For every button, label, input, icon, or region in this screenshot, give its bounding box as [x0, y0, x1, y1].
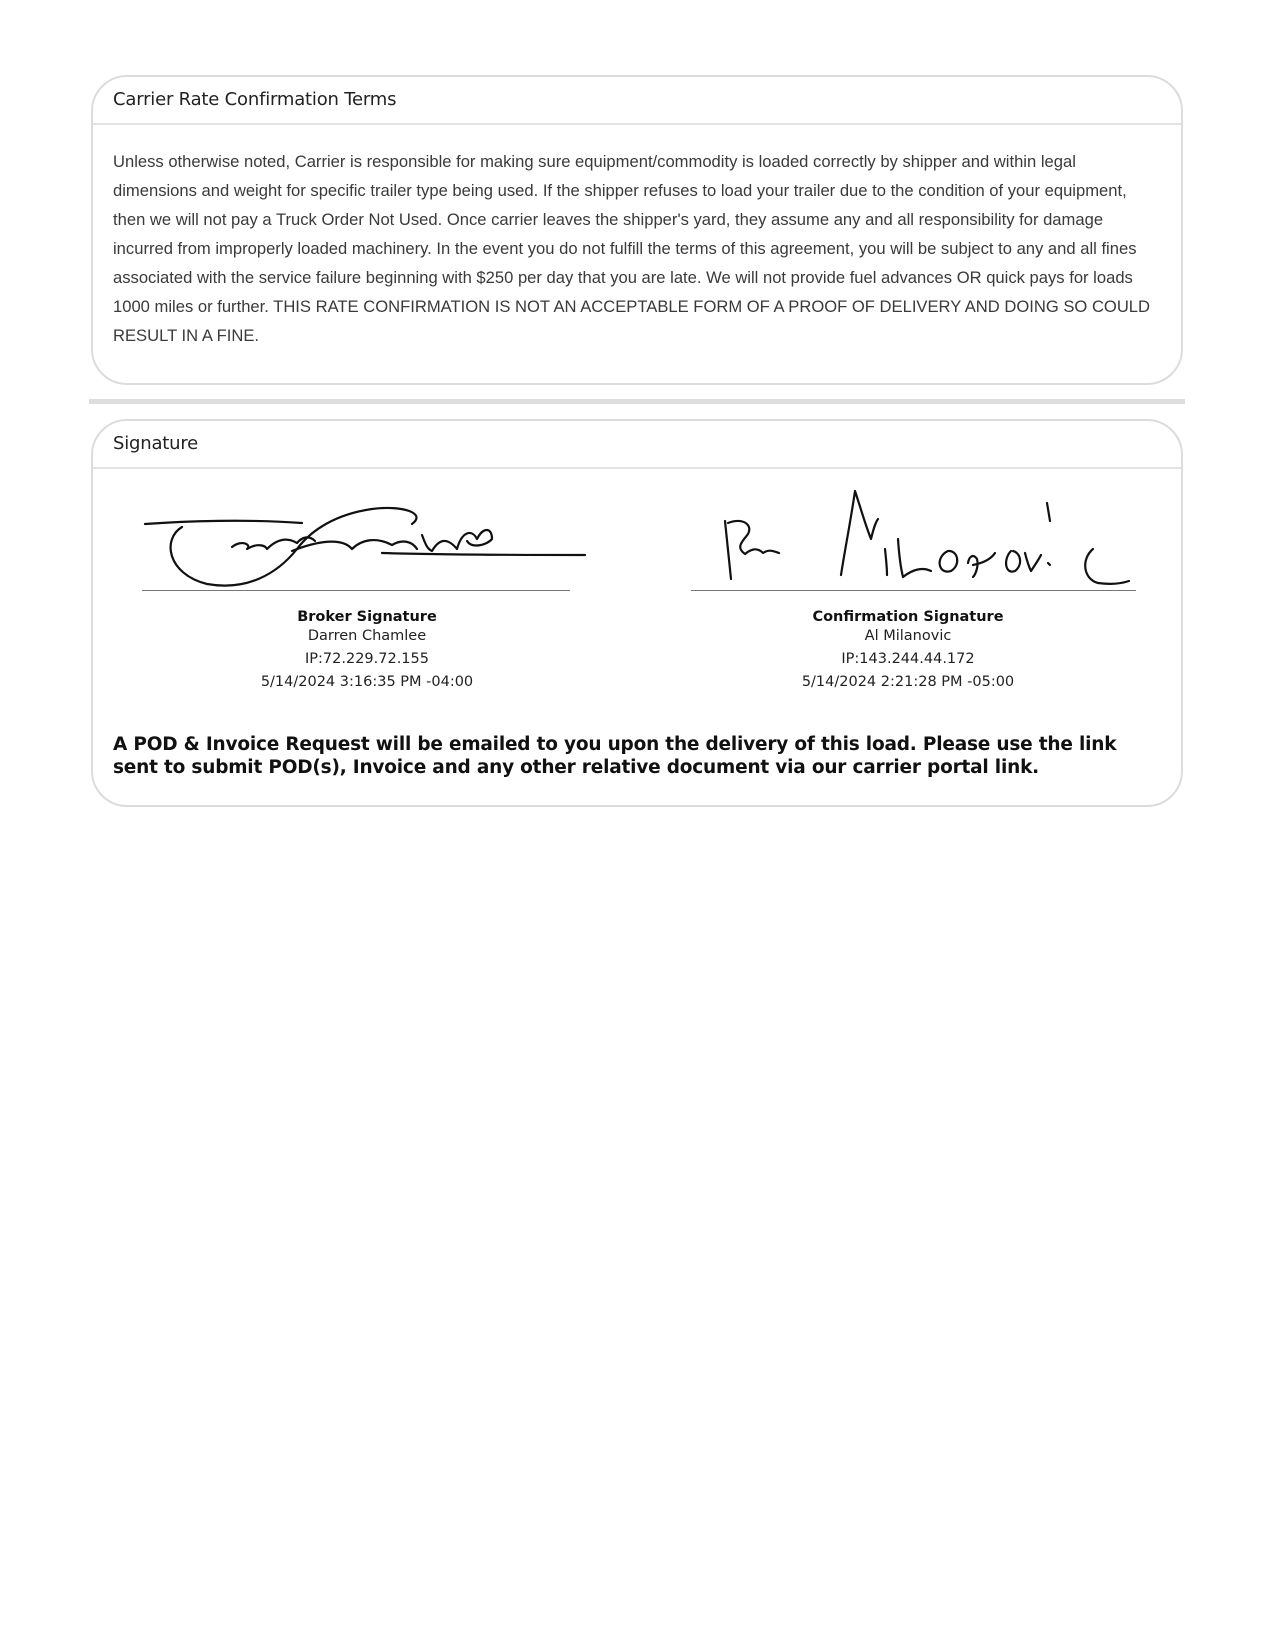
terms-card: [91, 75, 1183, 385]
signature-header: Signature: [93, 421, 1181, 469]
section-divider: [89, 399, 1185, 404]
broker-timestamp: 5/14/2024 3:16:35 PM -04:00: [260, 674, 474, 690]
broker-name: Darren Chamlee: [307, 628, 427, 644]
confirmation-ip: IP:143.244.44.172: [841, 651, 975, 667]
confirmation-timestamp: 5/14/2024 2:21:28 PM -05:00: [801, 674, 1015, 690]
broker-signature-block: [127, 479, 607, 694]
terms-header: Carrier Rate Confirmation Terms: [93, 77, 1181, 125]
broker-signature-title: Broker Signature: [297, 609, 437, 625]
confirmation-signature-block: [673, 479, 1143, 694]
broker-signature-image: [127, 479, 607, 599]
confirmation-name: Al Milanovic: [864, 628, 952, 644]
confirmation-signature-image: [673, 479, 1143, 599]
signature-card: [91, 419, 1183, 807]
confirmation-signature-title: Confirmation Signature: [812, 609, 1004, 625]
pod-invoice-note: A POD & Invoice Request will be emailed to you upon the delivery of this load. Please use the link sent to submit POD(s), Invoice and any other relative document via our carrier portal link.: [113, 734, 1117, 778]
broker-ip: IP:72.229.72.155: [305, 651, 429, 667]
terms-body: Unless otherwise noted, Carrier is responsible for making sure equipment/commodity is loaded correctly by shipper and within legal dimensions and weight for specific trailer type being used. If the shipper refuses to load your trailer due to the condition of your equipment, then we will not pay a Truck Order Not Used. Once carrier leaves the shipper's yard, they assume any and all responsibility for damage incurred from improperly loaded machinery. In the event you do not fulfill the terms of this agreement, you will be subject to any and all fines associated with the service failure beginning with $250 per day that you are late. We will not provide fuel advances OR quick pays for loads 1000 miles or further. THIS RATE CONFIRMATION IS NOT AN ACCEPTABLE FORM OF A PROOF OF DELIVERY AND DOING SO COULD RESULT IN A FINE.: [113, 152, 1151, 345]
